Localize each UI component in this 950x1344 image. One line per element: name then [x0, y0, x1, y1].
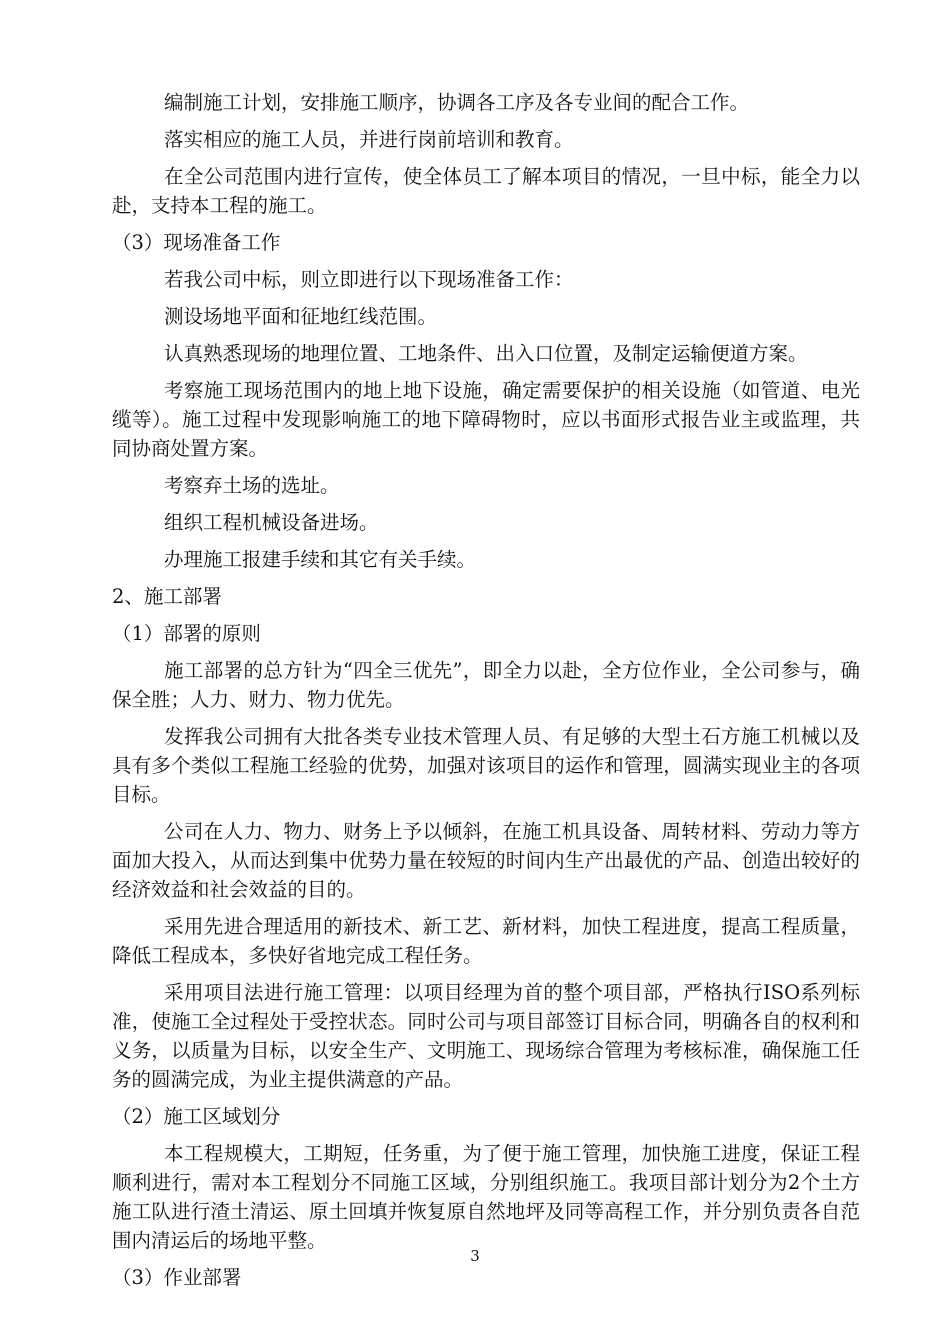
paragraph: 本工程规模大，工期短，任务重，为了便于施工管理，加快施工进度，保证工程顺利进行，需对本工程划分不同施工区域，分别组织施工。我项目部计划分为2个土方施工队进行渣土清运、原土回填并恢复原自然地坪及同等高程工作，并分别负责各自范围内清运后的场地平整。 [112, 1142, 860, 1252]
paragraph: 考察弃土场的选址。 [164, 474, 340, 497]
paragraph: 测设场地平面和征地红线范围。 [164, 305, 438, 328]
paragraph: 落实相应的施工人员，并进行岗前培训和教育。 [164, 128, 574, 151]
document-body [112, 88, 860, 1300]
paragraph: 在全公司范围内进行宣传，使全体员工了解本项目的情况，一旦中标，能全力以赴，支持本工程的施工。 [112, 165, 860, 217]
paragraph: 若我公司中标，则立即进行以下现场准备工作： [164, 268, 574, 291]
section-heading: （2）施工区域划分 [112, 1105, 281, 1128]
paragraph: 认真熟悉现场的地理位置、工地条件、出入口位置，及制定运输便道方案。 [164, 342, 808, 365]
section-heading: （3）现场准备工作 [112, 231, 281, 254]
paragraph: 考察施工现场范围内的地上地下设施，确定需要保护的相关设施（如管道、电光缆等）。施工过程中发现影响施工的地下障碍物时，应以书面形式报告业主或监理，共同协商处置方案。 [112, 379, 860, 460]
paragraph: 采用项目法进行施工管理：以项目经理为首的整个项目部，严格执行ISO系列标准，使施工全过程处于受控状态。同时公司与项目部签订目标合同，明确各自的权利和义务，以质量为目标，以安全生产、文明施工、现场综合管理为考核标准，确保施工任务的圆满完成，为业主提供满意的产品。 [112, 981, 860, 1091]
section-heading: 2、施工部署 [112, 585, 222, 608]
section-heading: （3）作业部署 [112, 1266, 242, 1289]
paragraph: 采用先进合理适用的新技术、新工艺、新材料，加快工程进度，提高工程质量，降低工程成本，多快好省地完成工程任务。 [112, 915, 860, 967]
paragraph: 办理施工报建手续和其它有关手续。 [164, 548, 477, 571]
page-number: 3 [470, 1247, 480, 1265]
paragraph: 发挥我公司拥有大批各类专业技术管理人员、有足够的大型土石方施工机械以及具有多个类似工程施工经验的优势，加强对该项目的运作和管理，圆满实现业主的各项目标。 [112, 725, 860, 806]
section-heading: （1）部署的原则 [112, 622, 261, 645]
paragraph: 施工部署的总方针为“四全三优先”，即全力以赴，全方位作业，全公司参与，确保全胜；人力、财力、物力优先。 [112, 659, 860, 711]
paragraph: 公司在人力、物力、财务上予以倾斜，在施工机具设备、周转材料、劳动力等方面加大投入，从而达到集中优势力量在较短的时间内生产出最优的产品、创造出较好的经济效益和社会效益的目的。 [112, 820, 860, 901]
paragraph: 组织工程机械设备进场。 [164, 511, 379, 534]
paragraph: 编制施工计划，安排施工顺序，协调各工序及各专业间的配合工作。 [164, 91, 750, 114]
